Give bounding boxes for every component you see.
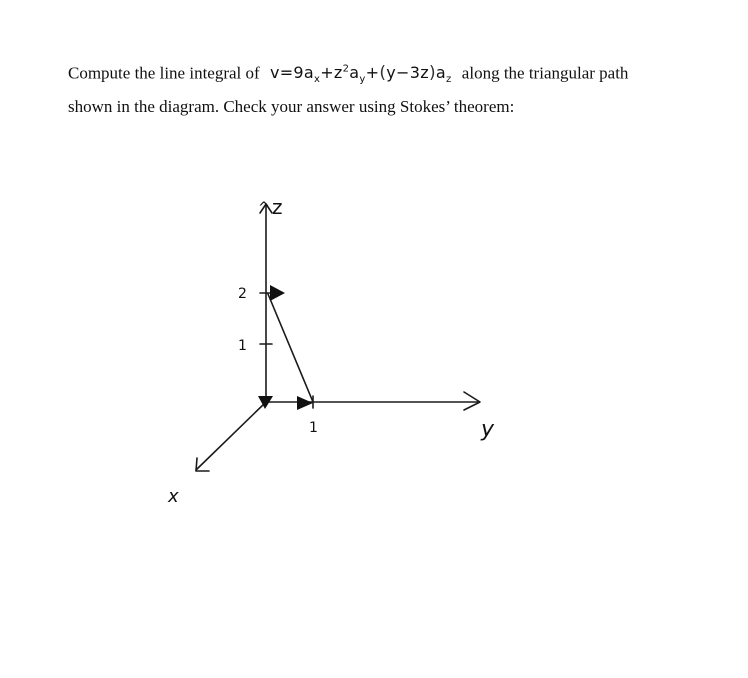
path-segment-hypotenuse — [268, 294, 313, 402]
field-paren-close: ) — [428, 63, 436, 84]
field-inner: y−3z — [386, 63, 429, 83]
z-axis-label: z — [272, 195, 283, 219]
z-tick-label-1: 1 — [238, 338, 247, 354]
path-arrow-at-z2 — [270, 285, 285, 301]
field-unit-a-z: a — [435, 63, 446, 83]
y-axis-label: y — [481, 417, 495, 442]
x-axis — [196, 402, 266, 470]
field-unit-a-y: a — [349, 63, 360, 83]
field-sub-z: z — [445, 74, 452, 86]
y-axis-arrowhead — [464, 392, 480, 410]
z-axis-caret: ^ — [258, 200, 270, 216]
field-sub-x: x — [314, 74, 321, 86]
field-term-x: v=9a — [269, 63, 314, 83]
problem-after-field: along the triangular path — [461, 63, 629, 83]
field-plus: + — [365, 63, 380, 83]
field-sub-y: y — [359, 74, 366, 86]
y-tick-label-1: 1 — [309, 420, 318, 436]
z-tick-label-2: 2 — [238, 286, 247, 302]
field-sup-2: 2 — [342, 64, 350, 75]
field-paren-open: ( — [379, 63, 387, 84]
field-term-z: +z — [320, 63, 343, 83]
problem-intro: Compute the line integral of — [68, 63, 260, 83]
problem-line-2: shown in the diagram. Check your answer using Stokes’ theorem: — [68, 96, 515, 116]
x-axis-label: x — [168, 486, 179, 507]
